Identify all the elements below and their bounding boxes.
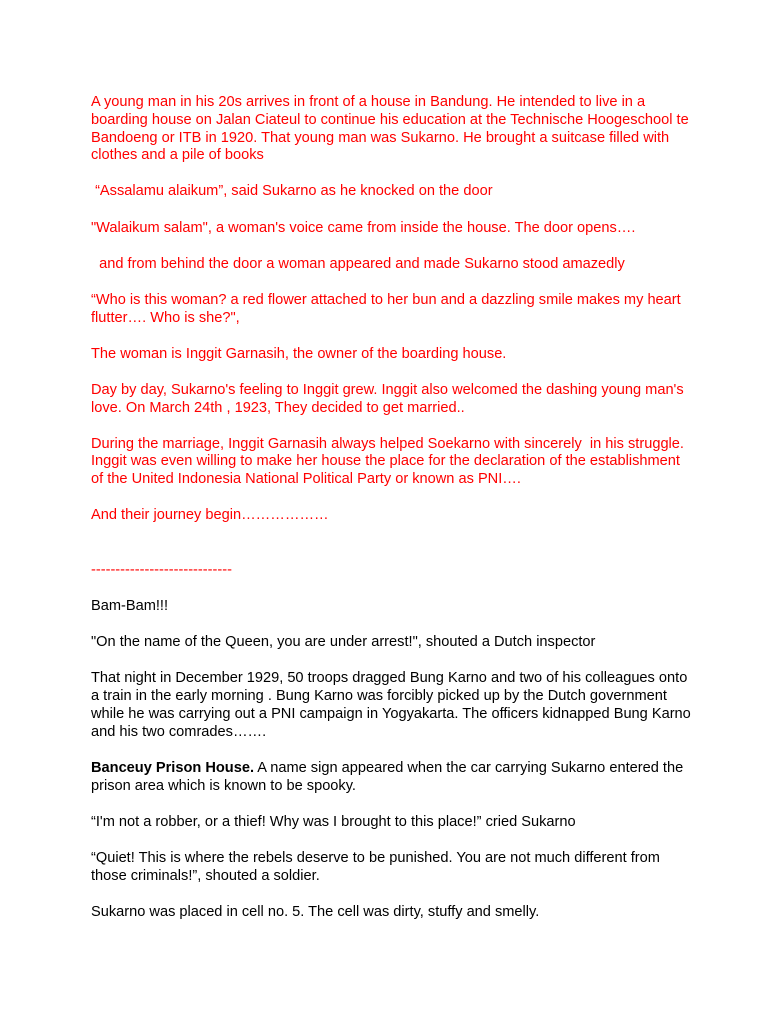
paragraph-prison (91, 760, 691, 796)
paragraph-cell: Sukarno was placed in cell no. 5. The cell was dirty, stuffy and smelly. (91, 903, 540, 920)
paragraph-married: Day by day, Sukarno's feeling to Inggit grew. Inggit also welcomed the dashing young man's love. On March 24th , 1923, They decided to get married.. (91, 381, 688, 416)
paragraph-reply: "Walaikum salam", a woman's voice came from inside the house. The door opens…. (91, 219, 636, 236)
paragraph-journey: And their journey begin……………… (91, 507, 329, 524)
paragraph-pni: During the marriage, Inggit Garnasih always helped Soekarno with sincerely in his struggle. Inggit was even willing to make her house the place for the declaration of the establishment of the United Indonesia National Political Party or known as PNI…. (91, 435, 689, 488)
paragraph-arrival: A young man in his 20s arrives in front of a house in Bandung. He intended to live in a boarding house on Jalan Ciateul to continue his education at the Technische Hoogeschool te Bandoeng or ITB in 1920. That young man was Sukarno. He brought a suitcase filled with clothes and a pile of books (91, 94, 693, 164)
paragraph-quiet: “Quiet! This is where the rebels deserve to be punished. You are not much different from those criminals!”, shouted a soldier. (91, 849, 665, 884)
paragraph-who-is-she: “Who is this woman? a red flower attached to her bun and a dazzling smile makes my heart flutter…. Who is she?", (91, 291, 685, 326)
paragraph-arrest: "On the name of the Queen, you are under arrest!", shouted a Dutch inspector (91, 634, 596, 651)
paragraph-bam: Bam-Bam!!! (91, 598, 169, 615)
paragraph-woman-appeared: and from behind the door a woman appeared and made Sukarno stood amazedly (91, 255, 625, 272)
prison-name: Banceuy Prison House. (91, 759, 255, 776)
prison-description: A name sign appeared when the car carrying Sukarno entered the prison area which is known to be spooky. (91, 759, 688, 794)
paragraph-not-a-robber: “I'm not a robber, or a thief! Why was I brought to this place!” cried Sukarno (91, 813, 576, 830)
paragraph-greeting: “Assalamu alaikum”, said Sukarno as he knocked on the door (91, 183, 493, 200)
paragraph-december-1929: That night in December 1929, 50 troops dragged Bung Karno and two of his colleagues onto a train in the early morning . Bung Karno was forcibly picked up by the Dutch government while he was carrying out a PNI campaign in Yogyakarta. The officers kidnapped Bung Karno and his two comrades……. (91, 670, 695, 740)
document-page (91, 94, 695, 940)
paragraph-inggit-owner: The woman is Inggit Garnasih, the owner of the boarding house. (91, 345, 507, 362)
section-divider: ----------------------------- (91, 562, 232, 579)
